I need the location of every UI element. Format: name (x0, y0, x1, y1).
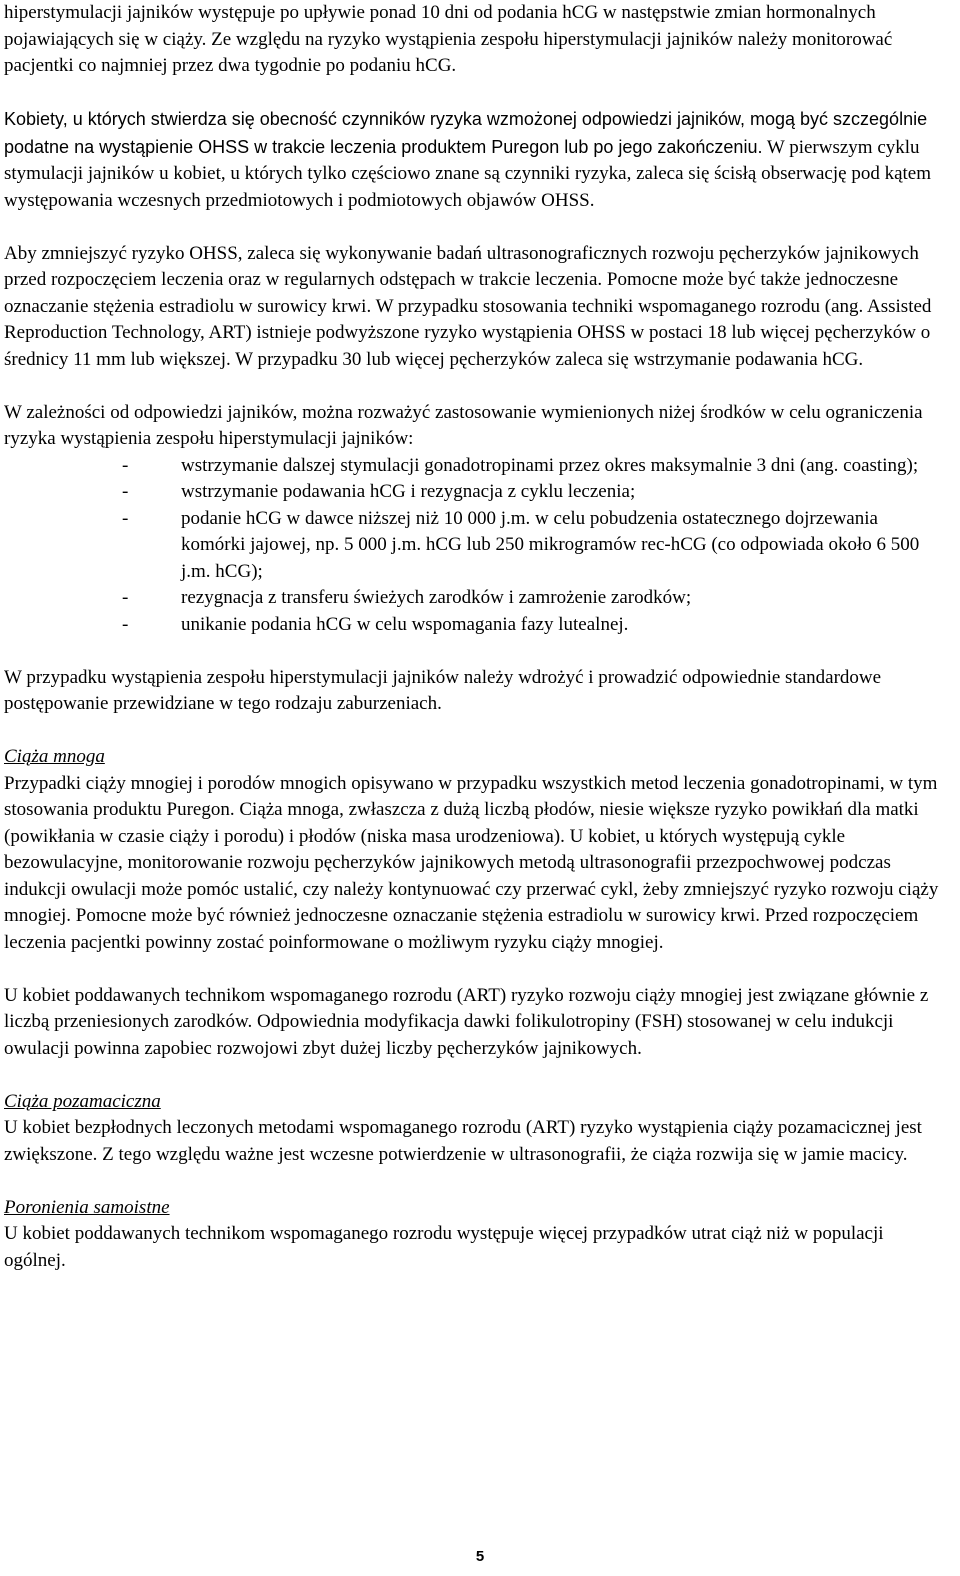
list-marker: - (122, 587, 129, 608)
list-item (4, 612, 944, 639)
paragraph-risk-factors-part2: W pierwszym cyklu stymulacji jajników u kobiet, u których tylko częściowo znane są czynniki ryzyka, zaleca się ścisłą obserwację pod kątem występowania wczesnych przedmiotowych i podmiotowych objawów OHSS. (4, 136, 931, 211)
list-marker: - (122, 507, 129, 529)
section-ectopic-pregnancy (4, 1089, 944, 1169)
paragraph-multiple-pregnancy: Przypadki ciąży mnogiej i porodów mnogich opisywano w przypadku wszystkich metod leczenia gonadotropinami, w tym stosowania produktu Puregon. Ciąża mnoga, zwłaszcza z dużą liczbą płodów, niesie większe ryzyko powikłań dla matki (powikłania w czasie ciąży i porodu) i płodów (niska masa urodzeniowa). U kobiet, u których występują cykle bezowulacyjne, monitorowanie rozwoju pęcherzyków jajnikowych metodą ultrasonografii przezpochwowej podczas indukcji owulacji może pomóc ustalić, czy należy kontynuować czy przerwać cykl, żeby zmniejszyć ryzyko rozwoju ciąży mnogiej. Pomocne może być również jednoczesne oznaczanie stężenia estradiolu w surowicy krwi. Przed rozpoczęciem leczenia pacjentki powinny zostać poinformowane o możliwym ryzyku ciąży mnogiej. (4, 772, 939, 953)
paragraph-miscarriage: U kobiet poddawanych technikom wspomaganego rozrodu występuje więcej przypadków utrat ciąż niż w populacji ogólnej. (4, 1223, 884, 1271)
section-heading-miscarriage: Poronienia samoistne (4, 1196, 170, 1218)
list-item (4, 479, 944, 506)
list-item (4, 453, 944, 480)
section-heading-multiple-pregnancy: Ciąża mnoga (4, 746, 105, 767)
paragraph-intro: hiperstymulacji jajników występuje po upływie ponad 10 dni od podania hCG w następstwie zmian hormonalnych pojawiających się w ciąży. Ze względu na ryzyko wystąpienia zespołu hiperstymulacji jajników należy monitorować pacjentki co najmniej przez dwa tygodnie po podaniu hCG. (4, 2, 893, 76)
paragraph-measures-intro: W zależności od odpowiedzi jajników, można rozważyć zastosowanie wymienionych niżej środków w celu ograniczenia ryzyka wystąpienia zespołu hiperstymulacji jajników: (4, 401, 923, 449)
list-item-text: wstrzymanie podawania hCG i rezygnacja z cyklu leczenia; (181, 481, 636, 502)
list-item-text: rezygnacja z transferu świeżych zarodków i zamrożenie zarodków; (181, 587, 692, 608)
list-marker: - (122, 454, 129, 476)
document-page (4, 0, 944, 1274)
section-heading-ectopic-pregnancy: Ciąża pozamaciczna (4, 1090, 161, 1112)
paragraph-risk-factors-part1: Kobiety, u których stwierdza się obecność czynników ryzyka wzmożonej odpowiedzi jajników, mogą być szczególnie podatne na wystąpienie OHSS w trakcie leczenia produktem Puregon lub po jego zakończeniu. (4, 109, 928, 157)
measures-list (4, 453, 944, 639)
paragraph-risk-factors (4, 106, 944, 214)
section-miscarriage (4, 1195, 944, 1275)
list-marker: - (122, 613, 129, 635)
list-item-text: podanie hCG w dawce niższej niż 10 000 j.m. w celu pobudzenia ostatecznego dojrzewania komórki jajowej, np. 5 000 j.m. hCG lub 250 mikrogramów rec-hCG (co odpowiada około 6 500 j.m. hCG); (181, 507, 920, 582)
list-item-text: wstrzymanie dalszej stymulacji gonadotropinami przez okres maksymalnie 3 dni (ang. coasting); (181, 454, 919, 476)
list-item (4, 585, 944, 612)
list-marker: - (122, 481, 129, 502)
paragraph-art-risk: U kobiet poddawanych technikom wspomaganego rozrodu (ART) ryzyko rozwoju ciąży mnogiej jest związane głównie z liczbą przeniesionych zarodków. Odpowiednia modyfikacja dawki folikulotropiny (FSH) stosowanej w celu indukcji owulacji powinna zapobiec rozwojowi zbyt dużej liczby pęcherzyków jajnikowych. (4, 984, 929, 1059)
list-item (4, 506, 944, 586)
paragraph-monitoring: Aby zmniejszyć ryzyko OHSS, zaleca się wykonywanie badań ultrasonograficznych rozwoju pęcherzyków jajnikowych przed rozpoczęciem leczenia oraz w regularnych odstępach w trakcie leczenia. Pomocne może być także jednoczesne oznaczanie stężenia estradiolu w surowicy krwi. W przypadku stosowania techniki wspomaganego rozrodu (ang. Assisted Reproduction Technology, ART) istnieje podwyższone ryzyko wystąpienia OHSS w postaci 18 lub więcej pęcherzyków o średnicy 11 mm lub większej. W przypadku 30 lub więcej pęcherzyków zaleca się wstrzymanie podawania hCG. (4, 242, 932, 370)
paragraph-ohss-management: W przypadku wystąpienia zespołu hiperstymulacji jajników należy wdrożyć i prowadzić odpowiednie standardowe postępowanie przewidziane w tego rodzaju zaburzeniach. (4, 666, 882, 714)
page-number: 5 (475, 1548, 485, 1565)
list-item-text: unikanie podania hCG w celu wspomagania fazy lutealnej. (181, 613, 629, 635)
paragraph-ectopic-pregnancy: U kobiet bezpłodnych leczonych metodami wspomaganego rozrodu (ART) ryzyko wystąpienia ciąży pozamacicznej jest zwiększone. Z tego względu ważne jest wczesne potwierdzenie w ultrasonografii, że ciąża rozwija się w jamie macicy. (4, 1117, 922, 1165)
section-multiple-pregnancy (4, 744, 944, 956)
